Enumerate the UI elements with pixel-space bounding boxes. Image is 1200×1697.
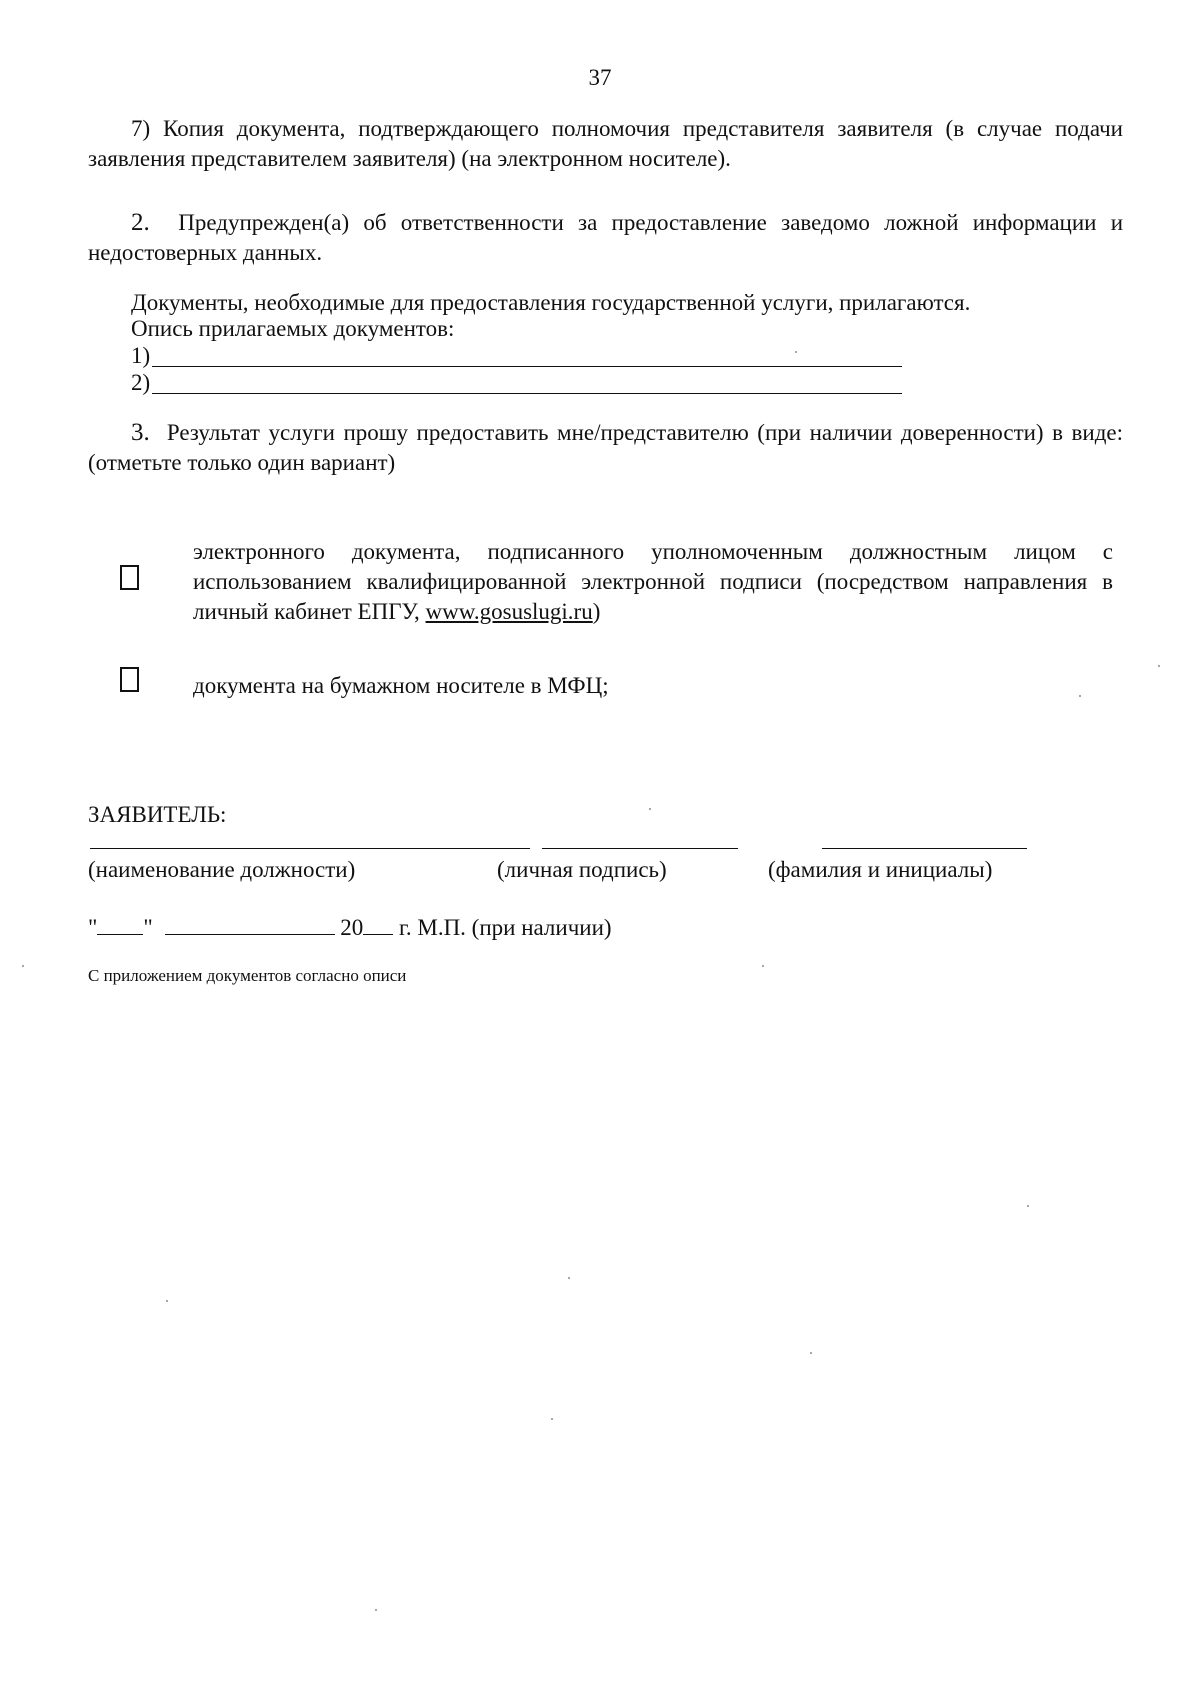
section-3-number: 3.	[131, 419, 150, 446]
item-7-paragraph: 7) Копия документа, подтверждающего полномочия представителя заявителя (в случае подачи заявления представителем заявителя) (на электронном носителе).	[88, 116, 1123, 171]
scan-speck	[568, 1277, 570, 1279]
signature-caption: (личная подпись)	[497, 857, 667, 882]
option-paper-checkbox[interactable]	[120, 667, 139, 692]
option-paper-text: документа на бумажном носителе в МФЦ;	[193, 673, 609, 698]
name-line[interactable]	[822, 848, 1027, 849]
section-3-text: Результат услуги прошу предоставить мне/представителю (при наличии доверенности) в виде: (отметьте только один вариант)	[88, 420, 1123, 475]
inventory-item-2-line	[152, 393, 902, 394]
page-number: 37	[588, 65, 612, 90]
scan-speck	[1158, 665, 1160, 667]
scan-speck	[1079, 695, 1081, 697]
applicant-label: ЗАЯВИТЕЛЬ:	[88, 802, 227, 827]
scan-speck	[762, 965, 764, 967]
name-caption: (фамилия и инициалы)	[768, 857, 993, 882]
inventory-item-2-label: 2)	[131, 370, 151, 395]
date-month-blank[interactable]	[165, 912, 335, 935]
scan-speck	[795, 351, 797, 353]
date-quote-close: "	[143, 915, 153, 940]
date-year-prefix: 20	[340, 915, 364, 940]
option-electronic-checkbox[interactable]	[120, 565, 139, 590]
position-line[interactable]	[90, 848, 530, 849]
date-stamp-text: г. М.П. (при наличии)	[399, 915, 612, 940]
option-electronic-text	[193, 537, 1113, 627]
signature-line[interactable]	[542, 848, 738, 849]
option-electronic-text-end: )	[592, 599, 601, 624]
inventory-label: Опись прилагаемых документов:	[131, 316, 455, 341]
section-2-text: Предупрежден(а) об ответственности за предоставление заведомо ложной информации и недостоверных данных.	[88, 210, 1124, 265]
inventory-item-1-line	[152, 366, 902, 367]
date-line	[88, 912, 612, 943]
scan-speck	[649, 808, 651, 810]
scan-speck	[166, 1300, 168, 1302]
scan-speck	[551, 1418, 553, 1420]
gosuslugi-link[interactable]: www.gosuslugi.ru	[425, 599, 593, 624]
inventory-item-1[interactable]	[131, 341, 150, 371]
inventory-item-1-label: 1)	[131, 343, 151, 368]
option-electronic-text-main: электронного документа, подписанного уполномоченным должностным лицом с использованием квалифицированной электронной подписи (посредством направления в личный кабинет ЕПГУ,	[193, 539, 1113, 624]
position-caption: (наименование должности)	[88, 857, 356, 882]
date-day-blank[interactable]	[97, 912, 143, 935]
documents-attached-text: Документы, необходимые для предоставления государственной услуги, прилагаются.	[131, 290, 971, 315]
date-year-blank[interactable]	[363, 912, 393, 935]
scan-speck	[1027, 1205, 1029, 1207]
scan-speck	[22, 965, 24, 967]
scan-speck	[810, 1352, 812, 1354]
section-2-number: 2.	[131, 209, 150, 236]
footer-note: С приложением документов согласно описи	[88, 966, 407, 985]
scan-speck	[375, 1609, 377, 1611]
inventory-item-2[interactable]	[131, 368, 150, 398]
section-2-paragraph	[88, 208, 1123, 268]
date-quote-open: "	[88, 915, 98, 940]
section-3-paragraph	[88, 418, 1123, 478]
